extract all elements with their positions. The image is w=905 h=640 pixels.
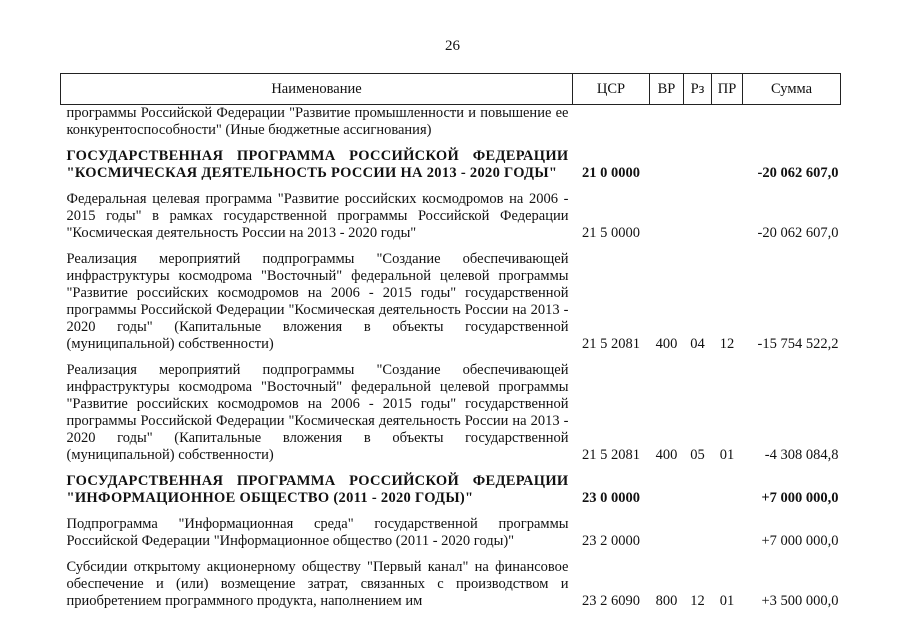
- row-rz: [684, 511, 712, 554]
- row-csr: [573, 105, 650, 144]
- row-name: Субсидии открытому акционерному обществу "Первый канал" на финансовое обеспечение и (или) возмещение затрат, связанных с производством и приобретением программного продукта, наполнением им: [66, 559, 569, 609]
- table-row: [61, 246, 841, 357]
- row-csr: 21 5 0000: [582, 225, 640, 241]
- row-sum: +3 500 000,0: [761, 593, 839, 609]
- row-name: Реализация мероприятий подпрограммы "Создание обеспечивающей инфраструктуры космодрома "Восточный" федеральной целевой программы "Развитие российских космодромов на 2006 - 2015 годы" государственной программы Российской Федерации "Космическая деятельность России на 2013 - 2020 годы" (Капитальные вложения в объекты государственной (муниципальной) собственности): [66, 362, 569, 463]
- row-sum: -4 308 084,8: [764, 447, 839, 463]
- row-name: ГОСУДАРСТВЕННАЯ ПРОГРАММА РОССИЙСКОЙ ФЕДЕРАЦИИ "КОСМИЧЕСКАЯ ДЕЯТЕЛЬНОСТЬ РОССИИ НА 2013 - 2020 ГОДЫ": [66, 148, 569, 181]
- row-csr: 21 5 2081: [582, 447, 640, 463]
- row-sum: -20 062 607,0: [757, 225, 839, 241]
- row-rz: [684, 143, 712, 186]
- row-pr: [712, 511, 743, 554]
- table-header: [61, 74, 841, 105]
- row-rz: [684, 186, 712, 246]
- row-vr: [650, 186, 684, 246]
- table-row: [61, 186, 841, 246]
- row-rz: 05: [690, 447, 705, 463]
- row-name: Федеральная целевая программа "Развитие российских космодромов на 2006 - 2015 годы" в рамках государственной программы Российской Федерации "Космическая деятельность России на 2013 - 2020 годы": [66, 191, 569, 241]
- row-vr: 400: [655, 447, 678, 463]
- table-row: [61, 554, 841, 614]
- header-csr: ЦСР: [573, 74, 650, 105]
- row-name: Реализация мероприятий подпрограммы "Создание обеспечивающей инфраструктуры космодрома "Восточный" федеральной целевой программы "Развитие российских космодромов на 2006 - 2015 годы" государственной программы Российской Федерации "Космическая деятельность России на 2013 - 2020 годы" (Капитальные вложения в объекты государственной (муниципальной) собственности): [66, 251, 569, 352]
- header-vr: ВР: [650, 74, 684, 105]
- budget-table: [60, 73, 841, 614]
- row-pr: [712, 143, 743, 186]
- row-vr: 800: [655, 593, 678, 609]
- row-csr: 21 5 2081: [582, 336, 640, 352]
- table-row: [61, 511, 841, 554]
- row-vr: [650, 468, 684, 511]
- row-vr: 400: [655, 336, 678, 352]
- row-csr: 23 2 0000: [582, 533, 640, 549]
- row-rz: 04: [690, 336, 705, 352]
- row-vr: [650, 143, 684, 186]
- row-pr: 12: [719, 336, 735, 352]
- table-row: [61, 105, 841, 144]
- row-pr: [712, 105, 743, 144]
- row-sum: +7 000 000,0: [761, 533, 839, 549]
- row-name: Подпрограмма "Информационная среда" государственной программы Российской Федерации "Информационное общество (2011 - 2020 годы)": [66, 516, 569, 549]
- header-pr: ПР: [712, 74, 743, 105]
- row-vr: [650, 105, 684, 144]
- header-sum: Сумма: [743, 74, 841, 105]
- row-pr: 01: [719, 593, 735, 609]
- table-row: [61, 143, 841, 186]
- row-csr: 23 0 0000: [582, 490, 640, 506]
- row-name: ГОСУДАРСТВЕННАЯ ПРОГРАММА РОССИЙСКОЙ ФЕДЕРАЦИИ "ИНФОРМАЦИОННОЕ ОБЩЕСТВО (2011 - 2020 ГОДЫ)": [66, 473, 569, 506]
- row-rz: [684, 105, 712, 144]
- row-sum: +7 000 000,0: [761, 490, 839, 506]
- row-vr: [650, 511, 684, 554]
- row-rz: 12: [690, 593, 705, 609]
- row-pr: [712, 186, 743, 246]
- table-row: [61, 468, 841, 511]
- header-rz: Рз: [684, 74, 712, 105]
- page-number: 26: [445, 38, 460, 54]
- row-rz: [684, 468, 712, 511]
- row-pr: [712, 468, 743, 511]
- row-sum: [743, 105, 841, 144]
- header-name: Наименование: [61, 74, 573, 105]
- row-csr: 21 0 0000: [582, 165, 640, 181]
- row-sum: -20 062 607,0: [757, 165, 839, 181]
- table-row: [61, 357, 841, 468]
- row-name: программы Российской Федерации "Развитие промышленности и повышение ее конкурентоспособности" (Иные бюджетные ассигнования): [66, 105, 569, 138]
- row-csr: 23 2 6090: [582, 593, 640, 609]
- row-sum: -15 754 522,2: [757, 336, 839, 352]
- row-pr: 01: [719, 447, 735, 463]
